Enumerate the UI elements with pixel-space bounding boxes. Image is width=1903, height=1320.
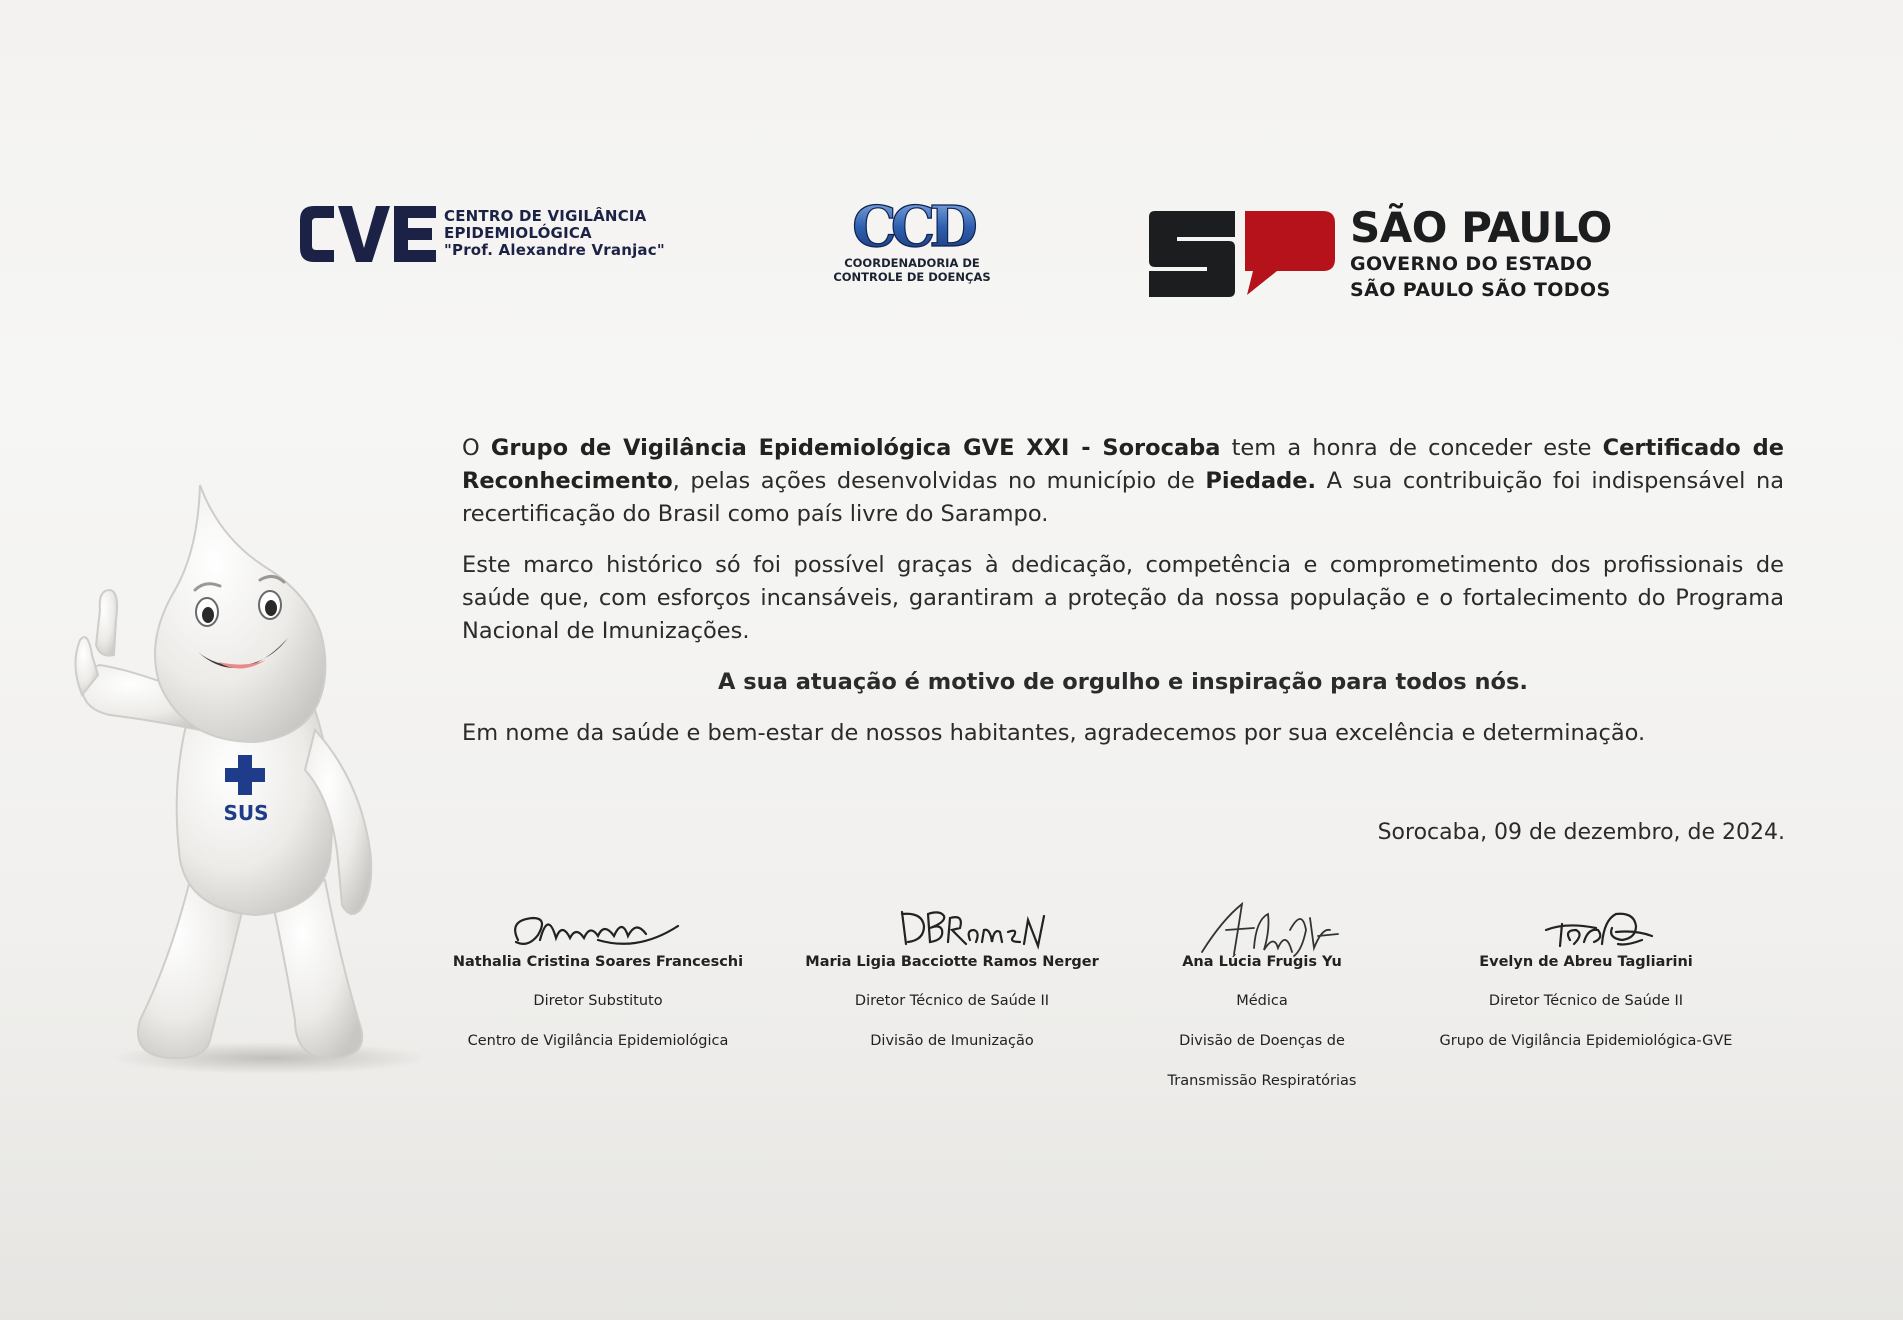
sp-line-2: SÃO PAULO SÃO TODOS bbox=[1350, 279, 1611, 301]
ccd-name-line-2: CONTROLE DE DOENÇAS bbox=[833, 270, 991, 284]
paragraph-2: Este marco histórico só foi possível graças à dedicação, competência e comprometimento dos profissionais de saúde que, com esforços incansáveis, garantiram a proteção da nossa população e o fortalecimento do Programa Nacional de Imunizações. bbox=[462, 552, 1784, 644]
cve-name-line-1: CENTRO DE VIGILÂNCIA bbox=[444, 207, 647, 225]
sp-line-1: GOVERNO DO ESTADO bbox=[1350, 253, 1593, 275]
signatory-unit-continued: Transmissão Respiratórias bbox=[1167, 1073, 1357, 1089]
ccd-mark-icon bbox=[837, 196, 987, 256]
svg-text:CCD: CCD bbox=[852, 196, 972, 256]
sp-title: SÃO PAULO bbox=[1350, 203, 1612, 252]
ze-gotinha-mascot-illustration bbox=[70, 480, 420, 1080]
sus-badge-label: SUS bbox=[223, 801, 269, 825]
signatory-name: Evelyn de Abreu Tagliarini bbox=[1479, 954, 1693, 970]
signatory-unit: Grupo de Vigilância Epidemiológica-GVE bbox=[1439, 1033, 1733, 1049]
p1-text-1: O bbox=[462, 435, 491, 461]
signature-block-4 bbox=[1426, 900, 1746, 1050]
ccd-name-line-1: COORDENADORIA DE bbox=[844, 256, 980, 270]
signatory-unit: Divisão de Imunização bbox=[870, 1033, 1034, 1049]
cve-name-line-3: "Prof. Alexandre Vranjac" bbox=[444, 241, 665, 259]
cve-logo bbox=[296, 198, 696, 288]
signatory-role: Diretor Técnico de Saúde II bbox=[1488, 993, 1684, 1009]
sao-paulo-logo bbox=[1147, 205, 1627, 305]
certificate-body bbox=[462, 432, 1784, 750]
ccd-logo bbox=[812, 196, 1012, 296]
cve-mark-icon bbox=[296, 198, 438, 272]
certificate-date: Sorocaba, 09 de dezembro, de 2024. bbox=[1377, 820, 1785, 845]
p1-certificate-name: Certificado de Reconhecimento bbox=[462, 435, 1784, 494]
paragraph-3-highlight: A sua atuação é motivo de orgulho e inspiração para todos nós. bbox=[718, 669, 1528, 695]
paragraph-1 bbox=[462, 432, 1784, 531]
p1-group-name: Grupo de Vigilância Epidemiológica GVE XXI - Sorocaba bbox=[490, 435, 1221, 461]
signatory-role: Diretor Técnico de Saúde II bbox=[854, 993, 1050, 1009]
signatory-name: Maria Ligia Bacciotte Ramos Nerger bbox=[805, 954, 1099, 970]
signatory-name: Ana Lúcia Frugis Yu bbox=[1182, 954, 1342, 970]
signature-block-2 bbox=[792, 900, 1112, 1050]
signatory-unit: Centro de Vigilância Epidemiológica bbox=[467, 1033, 729, 1049]
cve-name-line-2: EPIDEMIOLÓGICA bbox=[444, 224, 592, 242]
paragraph-4: Em nome da saúde e bem-estar de nossos habitantes, agradecemos por sua excelência e determinação. bbox=[462, 720, 1646, 746]
p1-text-2: tem a honra de conceder este bbox=[1220, 435, 1603, 461]
p1-text-3: , pelas ações desenvolvidas no município de bbox=[672, 468, 1206, 494]
signatory-role: Médica bbox=[1236, 993, 1288, 1009]
signature-block-1 bbox=[438, 900, 758, 1050]
sp-mark-icon bbox=[1147, 211, 1337, 297]
signatory-name: Nathalia Cristina Soares Franceschi bbox=[452, 954, 744, 970]
signatory-unit: Divisão de Doenças de bbox=[1179, 1033, 1345, 1049]
handwritten-signature-4 bbox=[1466, 900, 1706, 960]
p1-text-4: A sua contribuição foi indispensável na recertificação do Brasil como país livre do Sarampo. bbox=[462, 468, 1784, 527]
handwritten-signature-1 bbox=[478, 900, 718, 960]
signature-block-3 bbox=[1102, 900, 1422, 1090]
handwritten-signature-2 bbox=[832, 900, 1072, 960]
p1-municipality: Piedade. bbox=[1205, 468, 1317, 494]
handwritten-signature-3 bbox=[1142, 900, 1382, 960]
signatory-role: Diretor Substituto bbox=[533, 993, 663, 1009]
